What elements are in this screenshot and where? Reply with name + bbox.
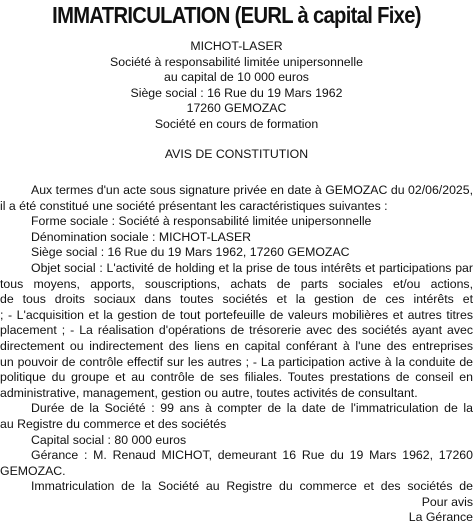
body-line: Immatriculation de la Société au Registre du commerce et des sociétés de: [31, 479, 473, 494]
body-line: tous moyens, apports, souscriptions, achats de parts sociales et/ou actions,: [0, 276, 473, 291]
body-line: placement ; - La réalisation d'opérations de trésorerie avec des sociétés ayant avec: [0, 323, 473, 338]
company-name: MICHOT-LASER: [190, 39, 283, 53]
body-line: Dénomination sociale : MICHOT-LASER: [31, 229, 252, 244]
company-header: [0, 39, 473, 133]
company-capital: au capital de 10 000 euros: [164, 70, 309, 85]
company-siege: Siège social : 16 Rue du 19 Mars 1962: [130, 85, 343, 100]
body-line: Siège social : 16 Rue du 19 Mars 1962, 17260 GEMOZAC: [31, 245, 350, 260]
signoff-pour-avis: Pour avis: [421, 494, 473, 509]
body-line: directement ou indirectement des liens en capital conférant à l'une des entreprises: [0, 338, 473, 353]
body-line: politique du groupe et au contrôle de ses filiales. Toutes prestations de conseil en: [0, 370, 473, 385]
body-line: de tous droits sociaux dans toutes sociétés et la gestion de ces intérêts et: [0, 292, 473, 307]
body-line: Objet social : L'activité de holding et la prise de tous intérêts et participations par: [31, 260, 473, 275]
company-status: Société en cours de formation: [154, 116, 319, 131]
signoff-gerance: La Gérance: [408, 510, 473, 525]
body-line: GEMOZAC.: [0, 463, 66, 478]
body-line: un pouvoir de contrôle effectif sur les autres ; - La participation active à la conduite de: [0, 354, 473, 369]
company-city: 17260 GEMOZAC: [186, 101, 287, 116]
body-line: Durée de la Société : 99 ans à compter de la date de l'immatriculation de la: [31, 401, 473, 416]
body-line: administrative, management, gestion ou autre, toutes activités de consultant.: [0, 385, 418, 400]
company-form: Société à responsabilité limitée unipersonnelle: [110, 54, 363, 69]
notice-title: IMMATRICULATION (EURL à capital Fixe): [52, 2, 421, 28]
body-line: Forme sociale : Société à responsabilité limitée unipersonnelle: [31, 214, 372, 229]
body-line: il a été constitué une société présentant les caractéristiques suivantes :: [0, 198, 388, 213]
body-line: au Registre du commerce et des sociétés: [0, 416, 227, 431]
body-line: Capital social : 80 000 euros: [31, 432, 187, 447]
avis-heading: AVIS DE CONSTITUTION: [164, 147, 309, 161]
body-line: ; - L'acquisition et la gestion de tout portefeuille de valeurs mobilières et autres titres: [0, 307, 473, 322]
body-line: Gérance : M. Renaud MICHOT, demeurant 16 Rue du 19 Mars 1962, 17260: [31, 448, 473, 463]
notice-body: [0, 183, 473, 526]
body-line: Aux termes d'un acte sous signature privée en date à GEMOZAC du 02/06/2025,: [31, 183, 473, 197]
